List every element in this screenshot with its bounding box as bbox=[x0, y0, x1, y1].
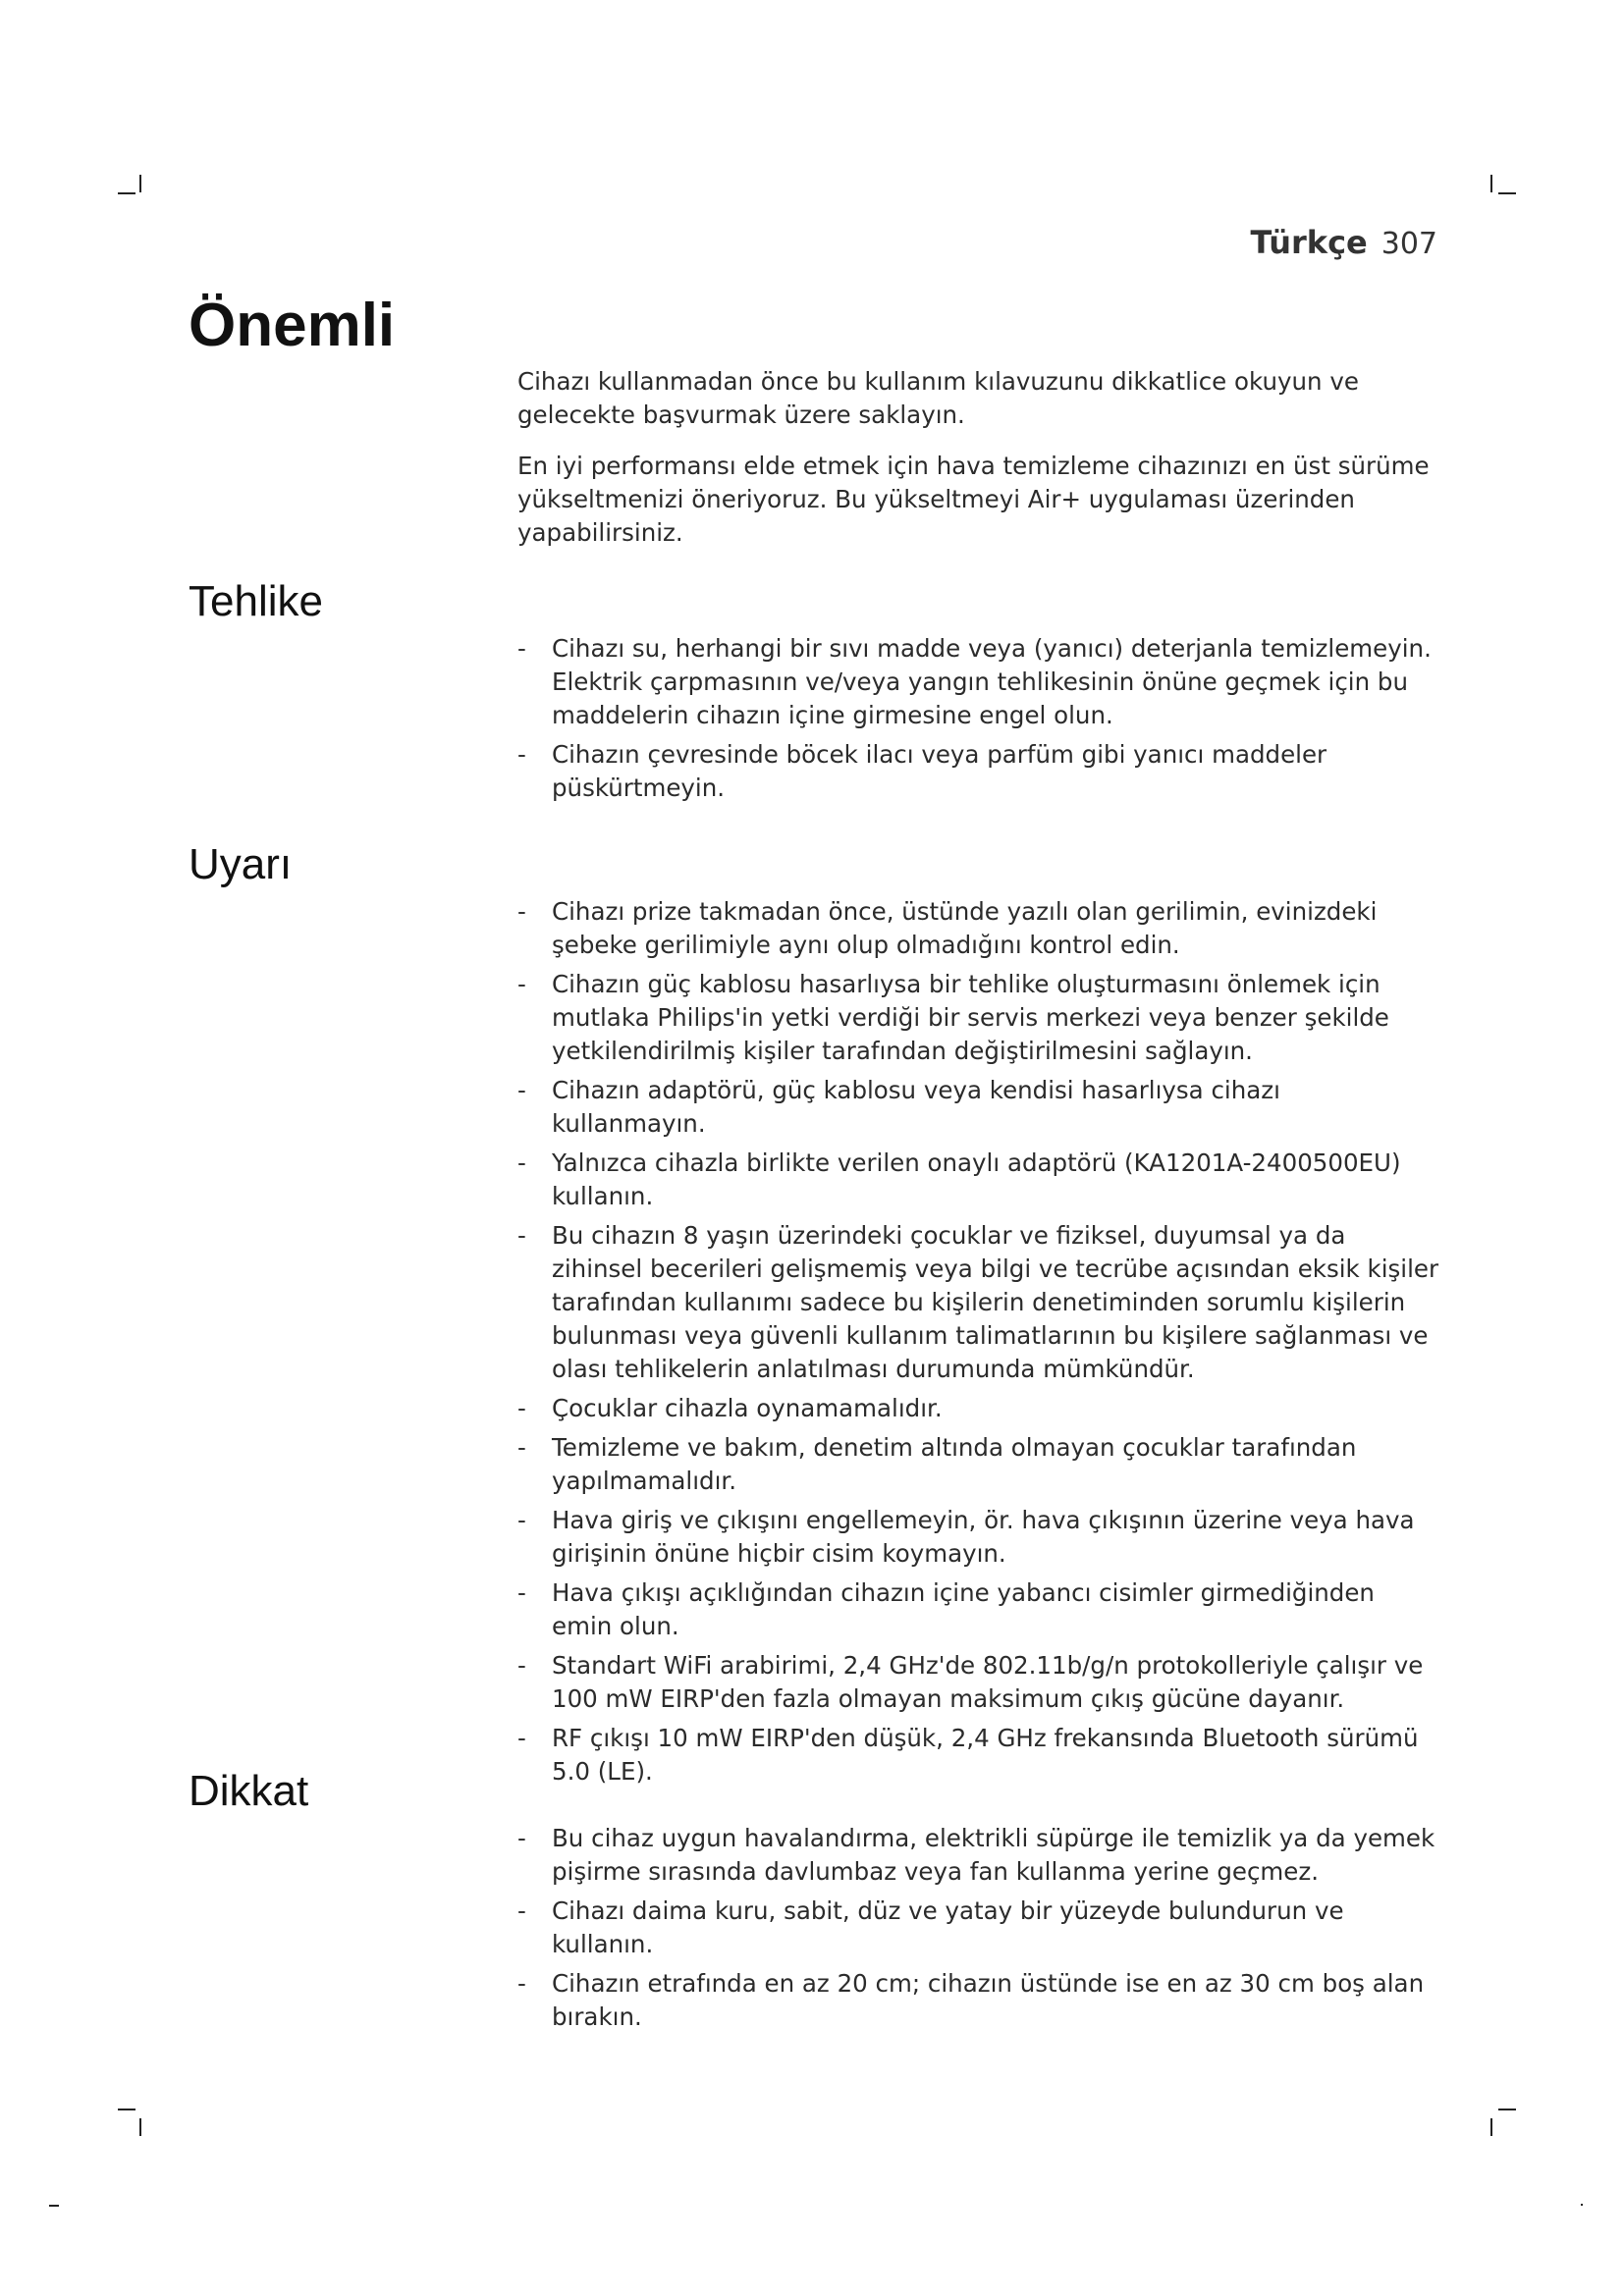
list-item-text: Hava çıkışı açıklığından cihazın içine yabancı cisimler girmediğinden emin olun. bbox=[552, 1578, 1375, 1640]
list-item bbox=[517, 1822, 1440, 1889]
section-tehlike-body bbox=[517, 632, 1440, 811]
list-item bbox=[517, 738, 1440, 805]
list-item-text: Hava giriş ve çıkışını engellemeyin, ör. hava çıkışının üzerine veya hava girişinin önüne hiçbir cisim koymayın. bbox=[552, 1506, 1415, 1568]
bullet-dash: - bbox=[517, 1724, 526, 1752]
bullet-dash: - bbox=[517, 1578, 526, 1607]
crop-mark-top-right-h bbox=[1498, 192, 1516, 194]
list-item-text: Cihazı daima kuru, sabit, düz ve yatay bir yüzeyde bulundurun ve kullanın. bbox=[552, 1896, 1344, 1958]
list-item bbox=[517, 1576, 1440, 1643]
list-item-text: RF çıkışı 10 mW EIRP'den düşük, 2,4 GHz frekansında Bluetooth sürümü 5.0 (LE). bbox=[552, 1724, 1419, 1786]
bullet-dash: - bbox=[517, 1506, 526, 1534]
list-item bbox=[517, 632, 1440, 732]
section-title-tehlike: Tehlike bbox=[189, 577, 323, 625]
list-item bbox=[517, 1392, 1440, 1425]
page-number: 307 bbox=[1380, 227, 1437, 261]
section-uyari-body bbox=[517, 895, 1440, 1794]
list-item-text: Cihazı su, herhangi bir sıvı madde veya (yanıcı) deterjanla temizlemeyin. Elektrik çarpmasının ve/veya yangın tehlikesinin önüne geçmek için bu maddelerin cihazın içine girmesine engel olun. bbox=[552, 634, 1432, 729]
list-item bbox=[517, 1504, 1440, 1571]
list-item bbox=[517, 1895, 1440, 1961]
list-item-text: Yalnızca cihazla birlikte verilen onaylı adaptörü (KA1201A-2400500EU) kullanın. bbox=[552, 1148, 1401, 1210]
crop-mark-bottom-left-h bbox=[118, 2109, 135, 2110]
bullet-dash: - bbox=[517, 970, 526, 998]
page-header bbox=[1250, 224, 1437, 261]
bullet-dash: - bbox=[517, 1221, 526, 1250]
tehlike-list bbox=[517, 632, 1440, 805]
section-onemli-body bbox=[517, 365, 1440, 567]
header-language: Türkçe bbox=[1250, 224, 1368, 261]
bullet-dash: - bbox=[517, 740, 526, 769]
bullet-dash: - bbox=[517, 1824, 526, 1852]
crop-mark-lower-left bbox=[49, 2205, 59, 2207]
list-item-text: Temizleme ve bakım, denetim altında olmayan çocuklar tarafından yapılmamalıdır. bbox=[552, 1433, 1357, 1495]
bullet-dash: - bbox=[517, 1651, 526, 1680]
section-title-uyari: Uyarı bbox=[189, 840, 293, 888]
bullet-dash: - bbox=[517, 634, 526, 663]
list-item-text: Cihazın adaptörü, güç kablosu veya kendisi hasarlıysa cihazı kullanmayın. bbox=[552, 1076, 1280, 1138]
list-item bbox=[517, 1147, 1440, 1213]
dikkat-list bbox=[517, 1822, 1440, 2034]
crop-mark-top-right-v bbox=[1490, 175, 1492, 192]
crop-mark-top-left-h bbox=[118, 192, 135, 194]
bullet-dash: - bbox=[517, 1394, 526, 1422]
list-item-text: Cihazın çevresinde böcek ilacı veya parfüm gibi yanıcı maddeler püskürtmeyin. bbox=[552, 740, 1327, 802]
onemli-paragraph: Cihazı kullanmadan önce bu kullanım kılavuzunu dikkatlice okuyun ve gelecekte başvurmak üzere saklayın. bbox=[517, 367, 1359, 429]
list-item-text: Cihazı prize takmadan önce, üstünde yazılı olan gerilimin, evinizdeki şebeke gerilimiyle aynı olup olmadığını kontrol edin. bbox=[552, 897, 1378, 959]
bullet-dash: - bbox=[517, 1896, 526, 1925]
bullet-dash: - bbox=[517, 1433, 526, 1462]
bullet-dash: - bbox=[517, 1148, 526, 1177]
bullet-dash: - bbox=[517, 1076, 526, 1104]
crop-mark-bottom-right-v bbox=[1490, 2118, 1492, 2136]
section-title-onemli: Önemli bbox=[189, 292, 396, 359]
list-item bbox=[517, 1074, 1440, 1141]
list-item bbox=[517, 1219, 1440, 1386]
list-item bbox=[517, 1649, 1440, 1716]
uyari-list bbox=[517, 895, 1440, 1789]
list-item-text: Standart WiFi arabirimi, 2,4 GHz'de 802.11b/g/n protokolleriyle çalışır ve 100 mW EIRP'den fazla olmayan maksimum çıkış gücüne dayanır. bbox=[552, 1651, 1424, 1713]
crop-mark-top-left-v bbox=[139, 175, 141, 192]
bullet-dash: - bbox=[517, 897, 526, 926]
list-item bbox=[517, 895, 1440, 962]
crop-mark-bottom-right-h bbox=[1498, 2109, 1516, 2110]
section-dikkat-body bbox=[517, 1822, 1440, 2040]
list-item-text: Cihazın güç kablosu hasarlıysa bir tehlike oluşturmasını önlemek için mutlaka Philips'in yetki verdiği bir servis merkezi veya benzer şekilde yetkilendirilmiş kişiler tarafından değiştirilmesini sağlayın. bbox=[552, 970, 1389, 1065]
list-item-text: Çocuklar cihazla oynamamalıdır. bbox=[552, 1394, 943, 1422]
list-item bbox=[517, 1431, 1440, 1498]
crop-mark-lower-right bbox=[1581, 2204, 1583, 2206]
list-item-text: Cihazın etrafında en az 20 cm; cihazın üstünde ise en az 30 cm boş alan bırakın. bbox=[552, 1969, 1425, 2031]
list-item bbox=[517, 1967, 1440, 2034]
section-title-dikkat: Dikkat bbox=[189, 1767, 309, 1815]
list-item bbox=[517, 1722, 1440, 1789]
onemli-paragraph: En iyi performansı elde etmek için hava temizleme cihazınızı en üst sürüme yükseltmenizi öneriyoruz. Bu yükseltmeyi Air+ uygulaması üzerinden yapabilirsiniz. bbox=[517, 452, 1430, 547]
list-item-text: Bu cihaz uygun havalandırma, elektrikli süpürge ile temizlik ya da yemek pişirme sırasında davlumbaz veya fan kullanma yerine geçmez. bbox=[552, 1824, 1435, 1886]
bullet-dash: - bbox=[517, 1969, 526, 1998]
list-item-text: Bu cihazın 8 yaşın üzerindeki çocuklar ve fiziksel, duyumsal ya da zihinsel becerileri gelişmemiş veya bilgi ve tecrübe açısından eksik kişiler tarafından kullanımı sadece bu kişilerin denetiminden sorumlu kişilerin bulunması veya güvenli kullanım talimatlarının bu kişilere sağlanması ve olası tehlikelerin anlatılması durumunda mümkündür. bbox=[552, 1221, 1439, 1383]
list-item bbox=[517, 968, 1440, 1068]
crop-mark-bottom-left-v bbox=[139, 2118, 141, 2136]
